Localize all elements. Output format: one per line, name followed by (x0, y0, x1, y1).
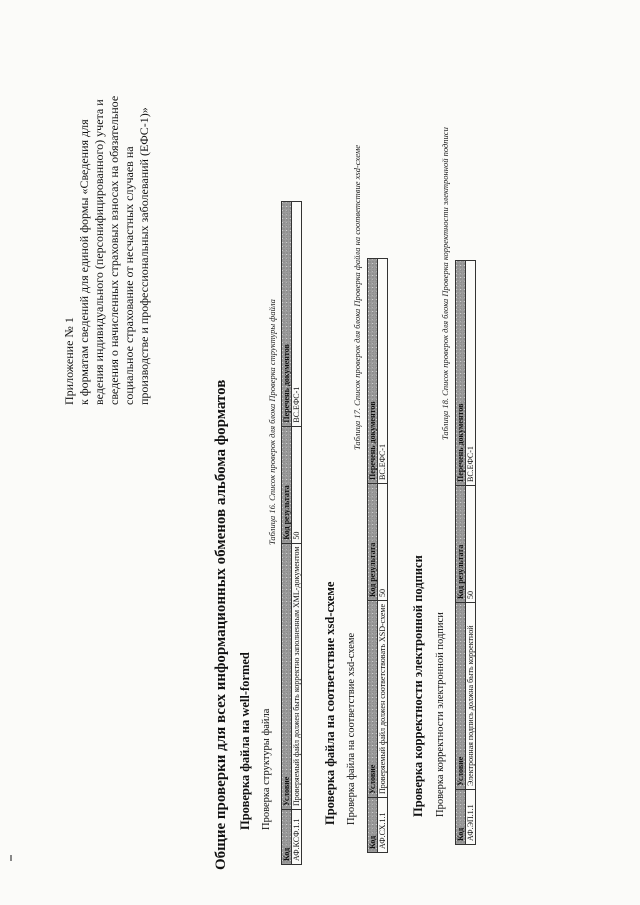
cell-code: АФ.СХ.1.1 (378, 798, 388, 853)
col-header-condition: Условие (456, 603, 466, 790)
cell-condition: Электронная подпись должна быть корректной (466, 603, 476, 790)
appendix-line: производстве и профессиональных заболеваний (ЕФС-1)» (137, 107, 151, 405)
checks-table-18 (455, 260, 476, 845)
section-title-wellformed: Проверка файла на well-formed (238, 652, 252, 830)
cell-result-code: 50 (378, 483, 388, 600)
col-header-result-code: Код результата (282, 426, 292, 543)
cell-documents: ВС.ЕФС-1 (378, 258, 388, 483)
checks-table-16 (281, 201, 302, 865)
col-header-documents: Перечень документов (282, 201, 292, 426)
cell-code: АФ.ЭП.1.1 (466, 790, 476, 845)
appendix-line: к форматам сведений для единой формы «Сведения для (77, 119, 91, 405)
table-header-row (456, 261, 466, 845)
table-row (466, 261, 476, 845)
section-subtitle-xsd: Проверка файла на соответствие xsd-схеме (346, 632, 357, 825)
appendix-line: сведения о начисленных страховых взносах на обязательное (107, 95, 121, 405)
table-header-row (368, 258, 378, 852)
col-header-code: Код (456, 790, 466, 845)
cell-code: АФ.КСФ.1.1 (292, 810, 302, 865)
table-caption-18: Таблица 18. Список проверок для блока Проверка корректности электронной подписи (440, 127, 450, 440)
appendix-line: ведения индивидуального (персонифицированного) учета и (92, 99, 106, 405)
cell-condition: Проверяемый файл должен быть корректно заполненным XML-документом (292, 543, 302, 809)
checks-table-17 (367, 258, 388, 853)
col-header-code: Код (282, 810, 292, 865)
table-caption-16: Таблица 16. Список проверок для блока Проверка структуры файла (267, 299, 277, 545)
col-header-documents: Перечень документов (368, 258, 378, 483)
section-title-xsd: Проверка файла на соответствие xsd-схеме (323, 581, 337, 825)
appendix-line: Приложение № 1 (62, 317, 76, 405)
section-subtitle-signature: Проверка корректности электронной подписи (435, 612, 446, 817)
col-header-result-code: Код результата (368, 483, 378, 600)
page-title: Общие проверки для всех информационных обменов альбома форматов (213, 379, 229, 870)
table-row (378, 258, 388, 852)
col-header-documents: Перечень документов (456, 261, 466, 486)
table-caption-17: Таблица 17. Список проверок для блока Проверка файла на соответствие xsd-схеме (352, 145, 362, 450)
appendix-header (62, 25, 152, 405)
col-header-condition: Условие (368, 600, 378, 797)
cell-documents: ВС.ЕФС-1 (466, 261, 476, 486)
appendix-line: социальное страхование от несчастных случаев на (122, 146, 136, 405)
col-header-condition: Условие (282, 543, 292, 809)
section-title-signature: Проверка корректности электронной подписи (411, 555, 425, 817)
table-row (292, 201, 302, 864)
col-header-result-code: Код результата (456, 486, 466, 603)
cell-documents: ВС.ЕФС-1 (292, 201, 302, 426)
table-header-row (282, 201, 292, 864)
cell-condition: Проверяемый файл должен соответствовать XSD-схеме (378, 600, 388, 797)
cell-result-code: 50 (466, 486, 476, 603)
section-subtitle-wellformed: Проверка структуры файла (261, 708, 272, 830)
cell-result-code: 50 (292, 426, 302, 543)
col-header-code: Код (368, 798, 378, 853)
scan-margin-mark (10, 855, 12, 861)
